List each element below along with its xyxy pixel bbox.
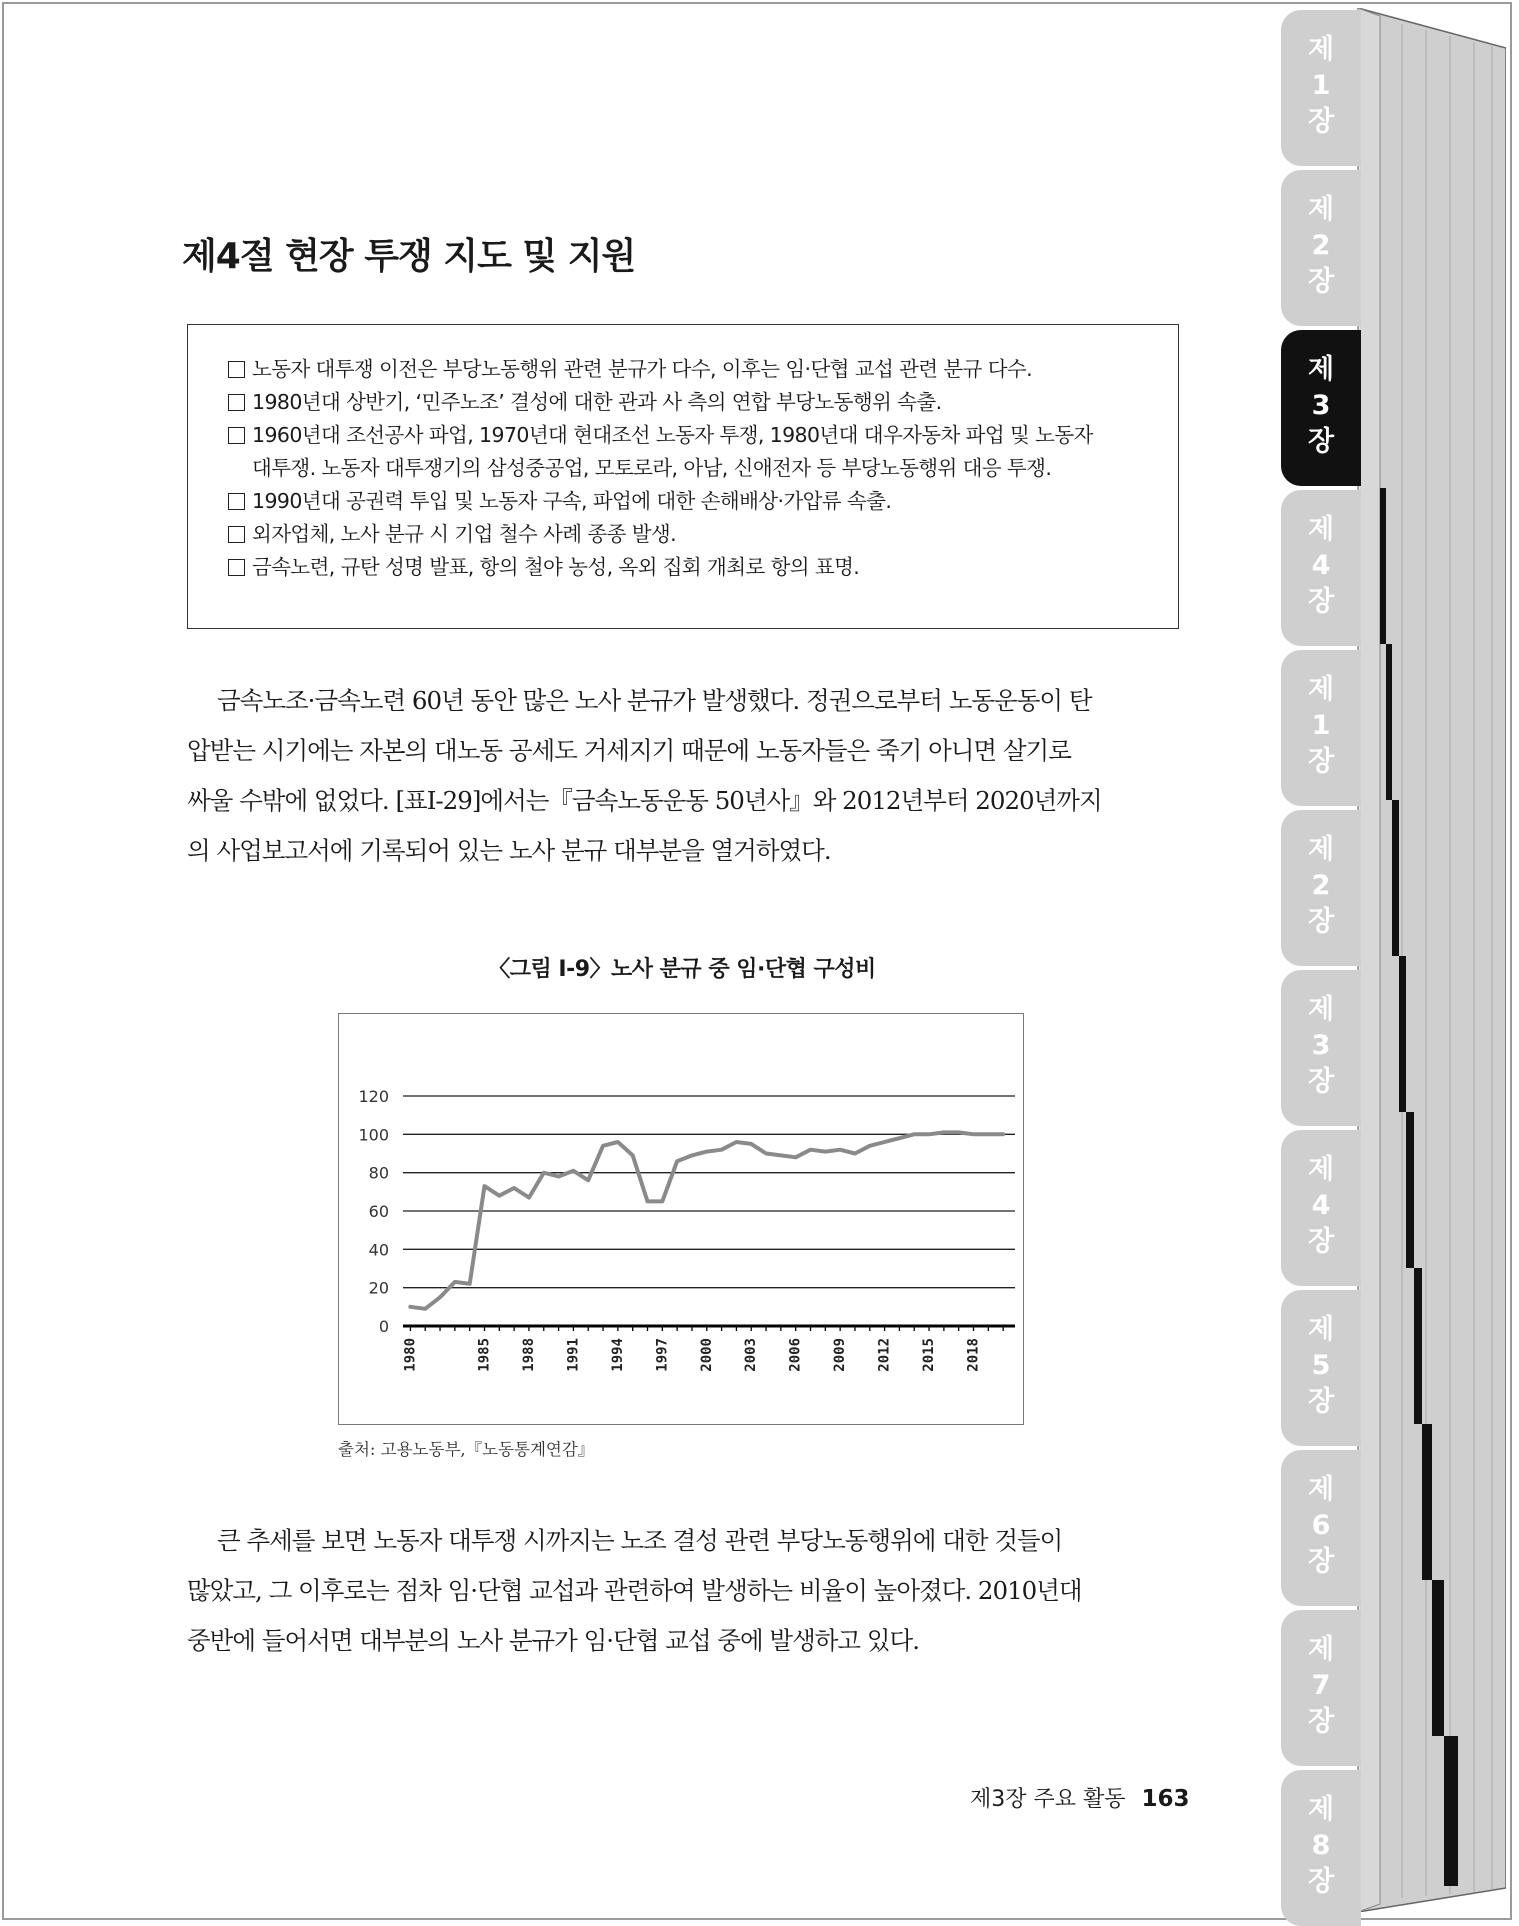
page-number: 163 (1141, 1786, 1190, 1812)
chapter-tab[interactable] (1281, 10, 1361, 166)
x-tick-label: 1988 (520, 1338, 537, 1372)
figure-caption: 〈그림 Ⅰ-9〉노사 분규 중 임·단협 구성비 (488, 957, 876, 982)
x-tick-label: 2006 (787, 1338, 804, 1372)
series-line (410, 1132, 1003, 1308)
x-tick-label: 2015 (921, 1338, 938, 1372)
chapter-tab[interactable] (1281, 650, 1361, 806)
chapter-tab[interactable] (1281, 170, 1361, 326)
chapter-tab[interactable] (1281, 1130, 1361, 1286)
chapter-tab-char: 1 (1311, 70, 1331, 101)
chapter-tab[interactable] (1281, 1610, 1361, 1766)
summary-item (228, 353, 1142, 386)
chapter-tab-char: 장 (1307, 906, 1335, 937)
chapter-tab-char: 3 (1311, 390, 1331, 421)
chapter-tab[interactable] (1281, 330, 1361, 486)
chapter-tab[interactable] (1281, 1450, 1361, 1606)
chapter-tab-char: 4 (1311, 550, 1331, 581)
x-tick-label: 1980 (402, 1338, 419, 1372)
chapter-tab-char: 장 (1307, 1226, 1335, 1257)
chapter-tab-char: 장 (1307, 266, 1335, 297)
checkbox-icon (228, 559, 245, 576)
chapter-tab-char: 제 (1307, 1314, 1335, 1345)
chapter-tab[interactable] (1281, 490, 1361, 646)
y-tick-label: 40 (368, 1240, 389, 1260)
page-footer (970, 1782, 1190, 1813)
chapter-tab-char: 장 (1307, 1546, 1335, 1577)
summary-text: 1980년대 상반기, ‘민주노조’ 결성에 대한 관과 사 측의 연합 부당노동행위 속출. (252, 390, 942, 414)
chapter-tab[interactable] (1281, 970, 1361, 1126)
summary-text: 노동자 대투쟁 이전은 부당노동행위 관련 분규가 다수, 이후는 임·단협 교섭 관련 분규 다수. (252, 357, 1033, 381)
paragraph-line: 압받는 시기에는 자본의 대노동 공세도 거세지기 때문에 노동자들은 죽기 아니면 살기로 (187, 736, 1071, 765)
paragraph-line: 중반에 들어서면 대부분의 노사 분규가 임·단협 교섭 중에 발생하고 있다. (187, 1626, 920, 1655)
y-tick-label: 60 (368, 1202, 389, 1221)
chapter-tab[interactable] (1281, 1290, 1361, 1446)
chapter-tab[interactable] (1281, 1770, 1361, 1926)
chapter-tab-char: 장 (1307, 1866, 1335, 1897)
chapter-tab-char: 6 (1311, 1510, 1331, 1541)
chapter-tab[interactable] (1281, 810, 1361, 966)
summary-text: 1960년대 조선공사 파업, 1970년대 현대조선 노동자 투쟁, 1980년대 대우자동차 파업 및 노동자 (252, 423, 1093, 447)
paragraph-line: 큰 추세를 보면 노동자 대투쟁 시까지는 노조 결성 관련 부당노동행위에 대한 것들이 (217, 1526, 1063, 1555)
checkbox-icon (228, 361, 245, 378)
chapter-tab-char: 2 (1311, 870, 1331, 901)
paragraph-line: 금속노조·금속노련 60년 동안 많은 노사 분규가 발생했다. 정권으로부터 노동운동이 탄 (217, 686, 1092, 715)
chart-container (338, 1013, 1024, 1425)
chapter-tab-char: 제 (1307, 514, 1335, 545)
x-tick-label: 2000 (698, 1338, 715, 1372)
summary-text: 금속노련, 규탄 성명 발표, 항의 철야 농성, 옥외 집회 개최로 항의 표명. (252, 555, 860, 579)
x-tick-label: 2003 (743, 1338, 760, 1372)
chapter-tab-char: 8 (1311, 1830, 1331, 1861)
summary-item (228, 551, 1142, 584)
y-tick-label: 20 (368, 1278, 389, 1298)
x-tick-label: 2009 (832, 1338, 849, 1372)
chapter-tab-char: 제 (1307, 834, 1335, 865)
paragraph-line: 싸울 수밖에 없었다. [표Ⅰ-29]에서는『금속노동운동 50년사』와 2012년부터 2020년까지 (187, 786, 1102, 815)
summary-item (228, 485, 1142, 518)
chapter-tab-char: 장 (1307, 426, 1335, 457)
line-chart (339, 1014, 1025, 1426)
chapter-tab-char: 장 (1307, 746, 1335, 777)
x-tick-label: 1985 (476, 1338, 493, 1372)
chapter-tab-char: 2 (1311, 230, 1331, 261)
body-paragraph-2 (187, 1516, 1177, 1666)
source-note: 출처: 고용노동부,『노동통계연감』 (338, 1440, 595, 1459)
chapter-tab-char: 5 (1311, 1350, 1331, 1381)
chapter-tab-char: 4 (1311, 1190, 1331, 1221)
chapter-tab-char: 장 (1307, 106, 1335, 137)
chapter-tab-char: 제 (1307, 194, 1335, 225)
x-tick-label: 1991 (565, 1338, 582, 1372)
y-tick-label: 100 (358, 1125, 389, 1145)
paragraph-line: 의 사업보고서에 기록되어 있는 노사 분규 대부분을 열거하였다. (187, 836, 831, 865)
summary-item (228, 419, 1142, 485)
summary-text: 외자업체, 노사 분규 시 기업 철수 사례 종종 발생. (252, 522, 677, 546)
checkbox-icon (228, 493, 245, 510)
x-tick-label: 2012 (876, 1338, 893, 1372)
chapter-tab-char: 장 (1307, 1386, 1335, 1417)
chapter-tab-char: 제 (1307, 1474, 1335, 1505)
y-tick-label: 0 (378, 1317, 389, 1336)
footer-chapter: 제3장 주요 활동 (970, 1787, 1126, 1812)
summary-continuation: 대투쟁. 노동자 대투쟁기의 삼성중공업, 모토로라, 아남, 신애전자 등 부당노동행위 대응 투쟁. (252, 456, 1052, 480)
chapter-tab-char: 장 (1307, 1066, 1335, 1097)
chapter-tab-char: 장 (1307, 586, 1335, 617)
x-tick-label: 1994 (609, 1338, 626, 1372)
summary-item (228, 386, 1142, 419)
summary-item (228, 518, 1142, 551)
chapter-tab-char: 제 (1307, 34, 1335, 65)
chapter-tab-char: 3 (1311, 1030, 1331, 1061)
chapter-tab-char: 제 (1307, 994, 1335, 1025)
x-tick-label: 1997 (654, 1338, 671, 1372)
checkbox-icon (228, 526, 245, 543)
chapter-tab-char: 7 (1311, 1670, 1331, 1701)
body-paragraph-1 (187, 676, 1177, 876)
y-tick-label: 80 (368, 1163, 389, 1183)
chapter-tab-char: 제 (1307, 1154, 1335, 1185)
x-tick-label: 2018 (965, 1338, 982, 1372)
chapter-tab-char: 제 (1307, 1634, 1335, 1665)
chapter-tab-char: 제 (1307, 1794, 1335, 1825)
chapter-tab-char: 제 (1307, 354, 1335, 385)
paragraph-line: 많았고, 그 이후로는 점차 임·단협 교섭과 관련하여 발생하는 비율이 높아졌다. 2010년대 (187, 1576, 1082, 1605)
y-tick-label: 120 (358, 1087, 389, 1106)
summary-text: 1990년대 공권력 투입 및 노동자 구속, 파업에 대한 손해배상·가압류 속출. (252, 489, 892, 513)
checkbox-icon (228, 427, 245, 444)
checkbox-icon (228, 394, 245, 411)
section-title: 제4절 현장 투쟁 지도 및 지원 (182, 236, 636, 277)
summary-box (187, 324, 1179, 629)
chapter-tab-char: 장 (1307, 1706, 1335, 1737)
chapter-tab-char: 1 (1311, 710, 1331, 741)
chapter-tab-char: 제 (1307, 674, 1335, 705)
